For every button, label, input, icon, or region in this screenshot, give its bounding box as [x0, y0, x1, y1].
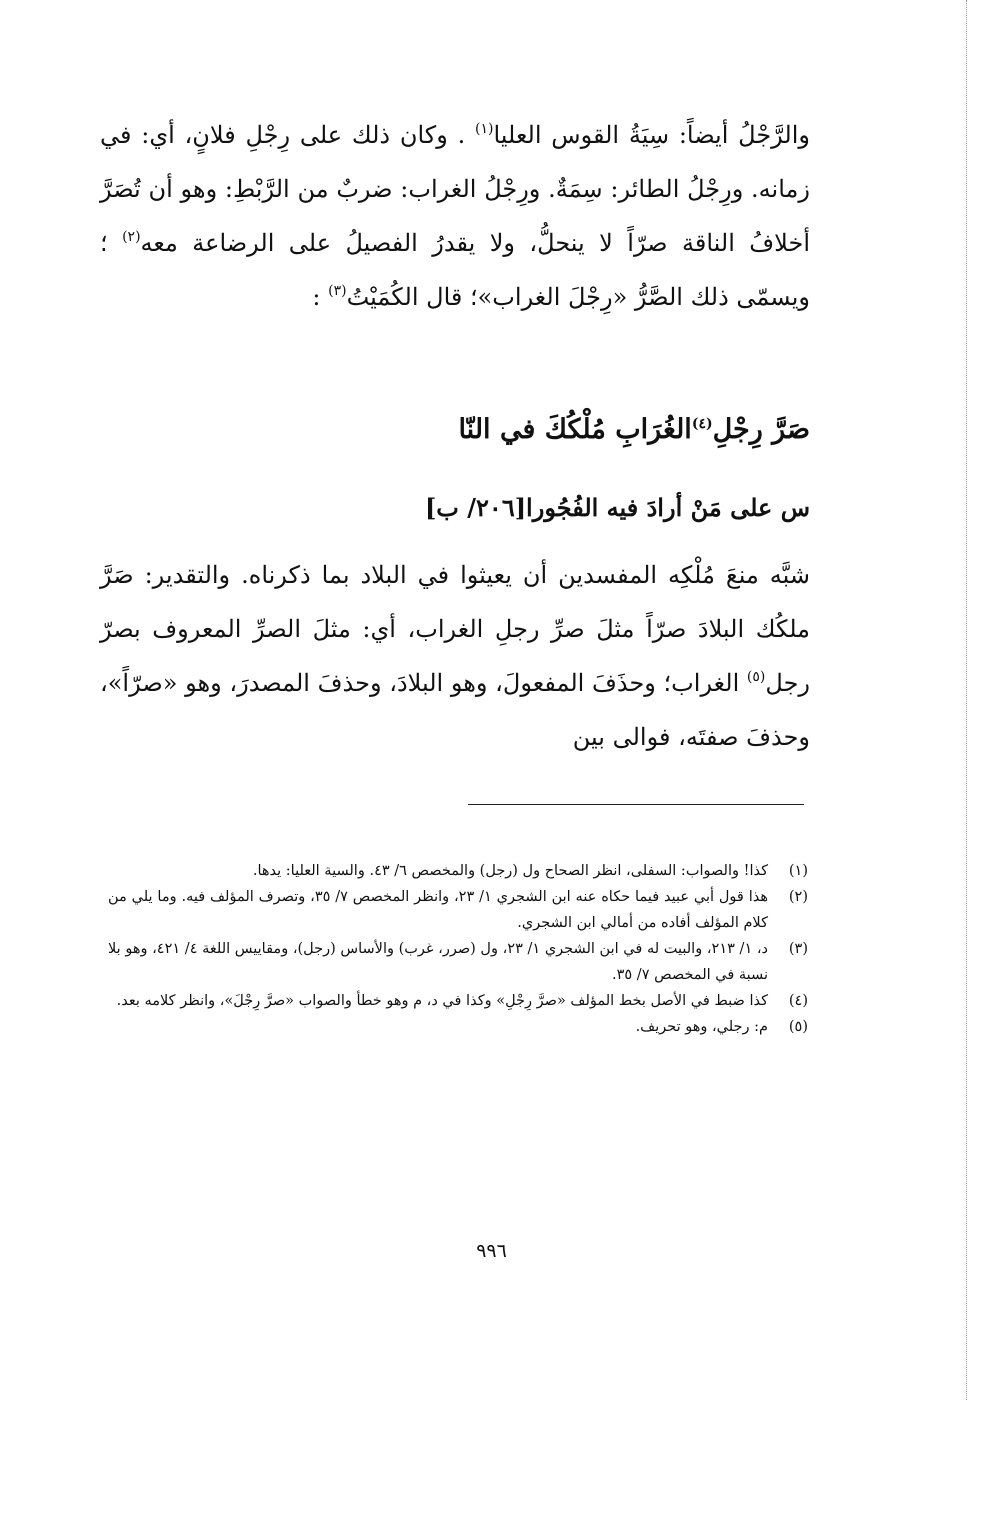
- footnote-3: [108, 936, 808, 988]
- footnote-separator: [468, 804, 804, 805]
- footnote-text: كذا ضبط في الأصل بخط المؤلف «صرَّ رِجْلِ» وكذا في د، م وهو خطأ والصواب «صرَّ رِجْلَ»، وانظر كلامه بعد.: [116, 993, 768, 1009]
- footnote-number: (١): [788, 863, 808, 879]
- footnote-ref-5: (٥): [746, 669, 766, 685]
- paragraph-1-text-b: . وكان ذلك على رِجْلِ فلانٍ، أي: في زمانه. ورِجْلُ الطائر: سِمَةٌ. ورِجْلُ الغراب: ضربٌ من الرَّبْطِ: وهو أن تُصَرَّ أخلافُ الناقة صرّاً لا ينحلُّ، ولا يقدرُ الفصيلُ على الرضاعة معه: [100, 121, 810, 257]
- paragraph-1-text-c: ؛ ويسمّى ذلك الصَّرُّ «رِجْلَ الغراب»؛ قال الكُمَيْتُ: [100, 229, 810, 311]
- footnote-number: (٢): [788, 889, 808, 905]
- footnote-ref-1: (١): [474, 121, 494, 137]
- page-number: ٩٩٦: [476, 1240, 507, 1262]
- footnote-ref-4: (٤): [691, 416, 713, 432]
- footnote-2: [108, 884, 808, 936]
- footnote-ref-2: (٢): [122, 229, 141, 245]
- footnote-1: [108, 858, 808, 884]
- footnote-text: م: رجلي، وهو تحريف.: [635, 1019, 768, 1035]
- verse-line-1: [100, 400, 810, 460]
- paragraph-1-text-a: والرَّجْلُ أيضاً: سِيَةُ القوس العليا: [493, 121, 810, 149]
- footnote-number: (٤): [788, 993, 808, 1009]
- verse-line-1-a: صَرَّ رِجْلِ: [712, 414, 810, 445]
- footnote-4: [108, 988, 808, 1014]
- footnote-text: د، ١/ ٢١٣، والبيت له في ابن الشجري ١/ ٢٣، ول (صرر، غرب) والأساس (رجل)، ومقاييس اللغة ٤/ ٤٢١، وهو بلا نسبة في المخصص ٧/ ٣٥.: [108, 941, 769, 983]
- paragraph-1-text-d: :: [312, 283, 329, 311]
- paragraph-2: [100, 548, 810, 764]
- footnote-text: هذا قول أبي عبيد فيما حكاه عنه ابن الشجري ١/ ٢٣، وانظر المخصص ٧/ ٣٥، وتصرف المؤلف فيه. وما يلي من كلام المؤلف أفاده من أمالي ابن الشجري.: [108, 889, 768, 931]
- footnote-text: كذا! والصواب: السفلى، انظر الصحاح ول (رجل) والمخصص ٦/ ٤٣. والسية العليا: يدها.: [252, 863, 768, 879]
- paragraph-2-text-b: الغراب؛ وحذَفَ المفعولَ، وهو البلادَ، وحذفَ المصدرَ، وهو «صرّاً»، وحذفَ صفتَه، فوالى بين: [100, 669, 810, 751]
- paragraph-2-text-a: شبَّه منعَ مُلْكِه المفسدين أن يعيثوا في البلاد بما ذكرناه. والتقدير: صَرَّ ملكُك البلادَ صرّاً مثلَ صرِّ رجلِ الغراب، أي: مثلَ الصرِّ المعروف بصرّ رجل: [100, 561, 811, 697]
- paragraph-1: [100, 108, 810, 324]
- page-edge-line: [966, 0, 967, 1400]
- verse-line-2: س على مَنْ أرادَ فيه الفُجُورا[٢٠٦/ ب]: [424, 493, 810, 522]
- footnotes-list: [108, 858, 808, 1040]
- footnote-number: (٥): [788, 1019, 808, 1035]
- footnote-5: [108, 1014, 808, 1040]
- footnote-ref-3: (٣): [328, 283, 347, 299]
- verse-line-1-b: الغُرَابِ مُلْكُكَ في النّا: [458, 414, 692, 445]
- footnote-number: (٣): [788, 941, 808, 957]
